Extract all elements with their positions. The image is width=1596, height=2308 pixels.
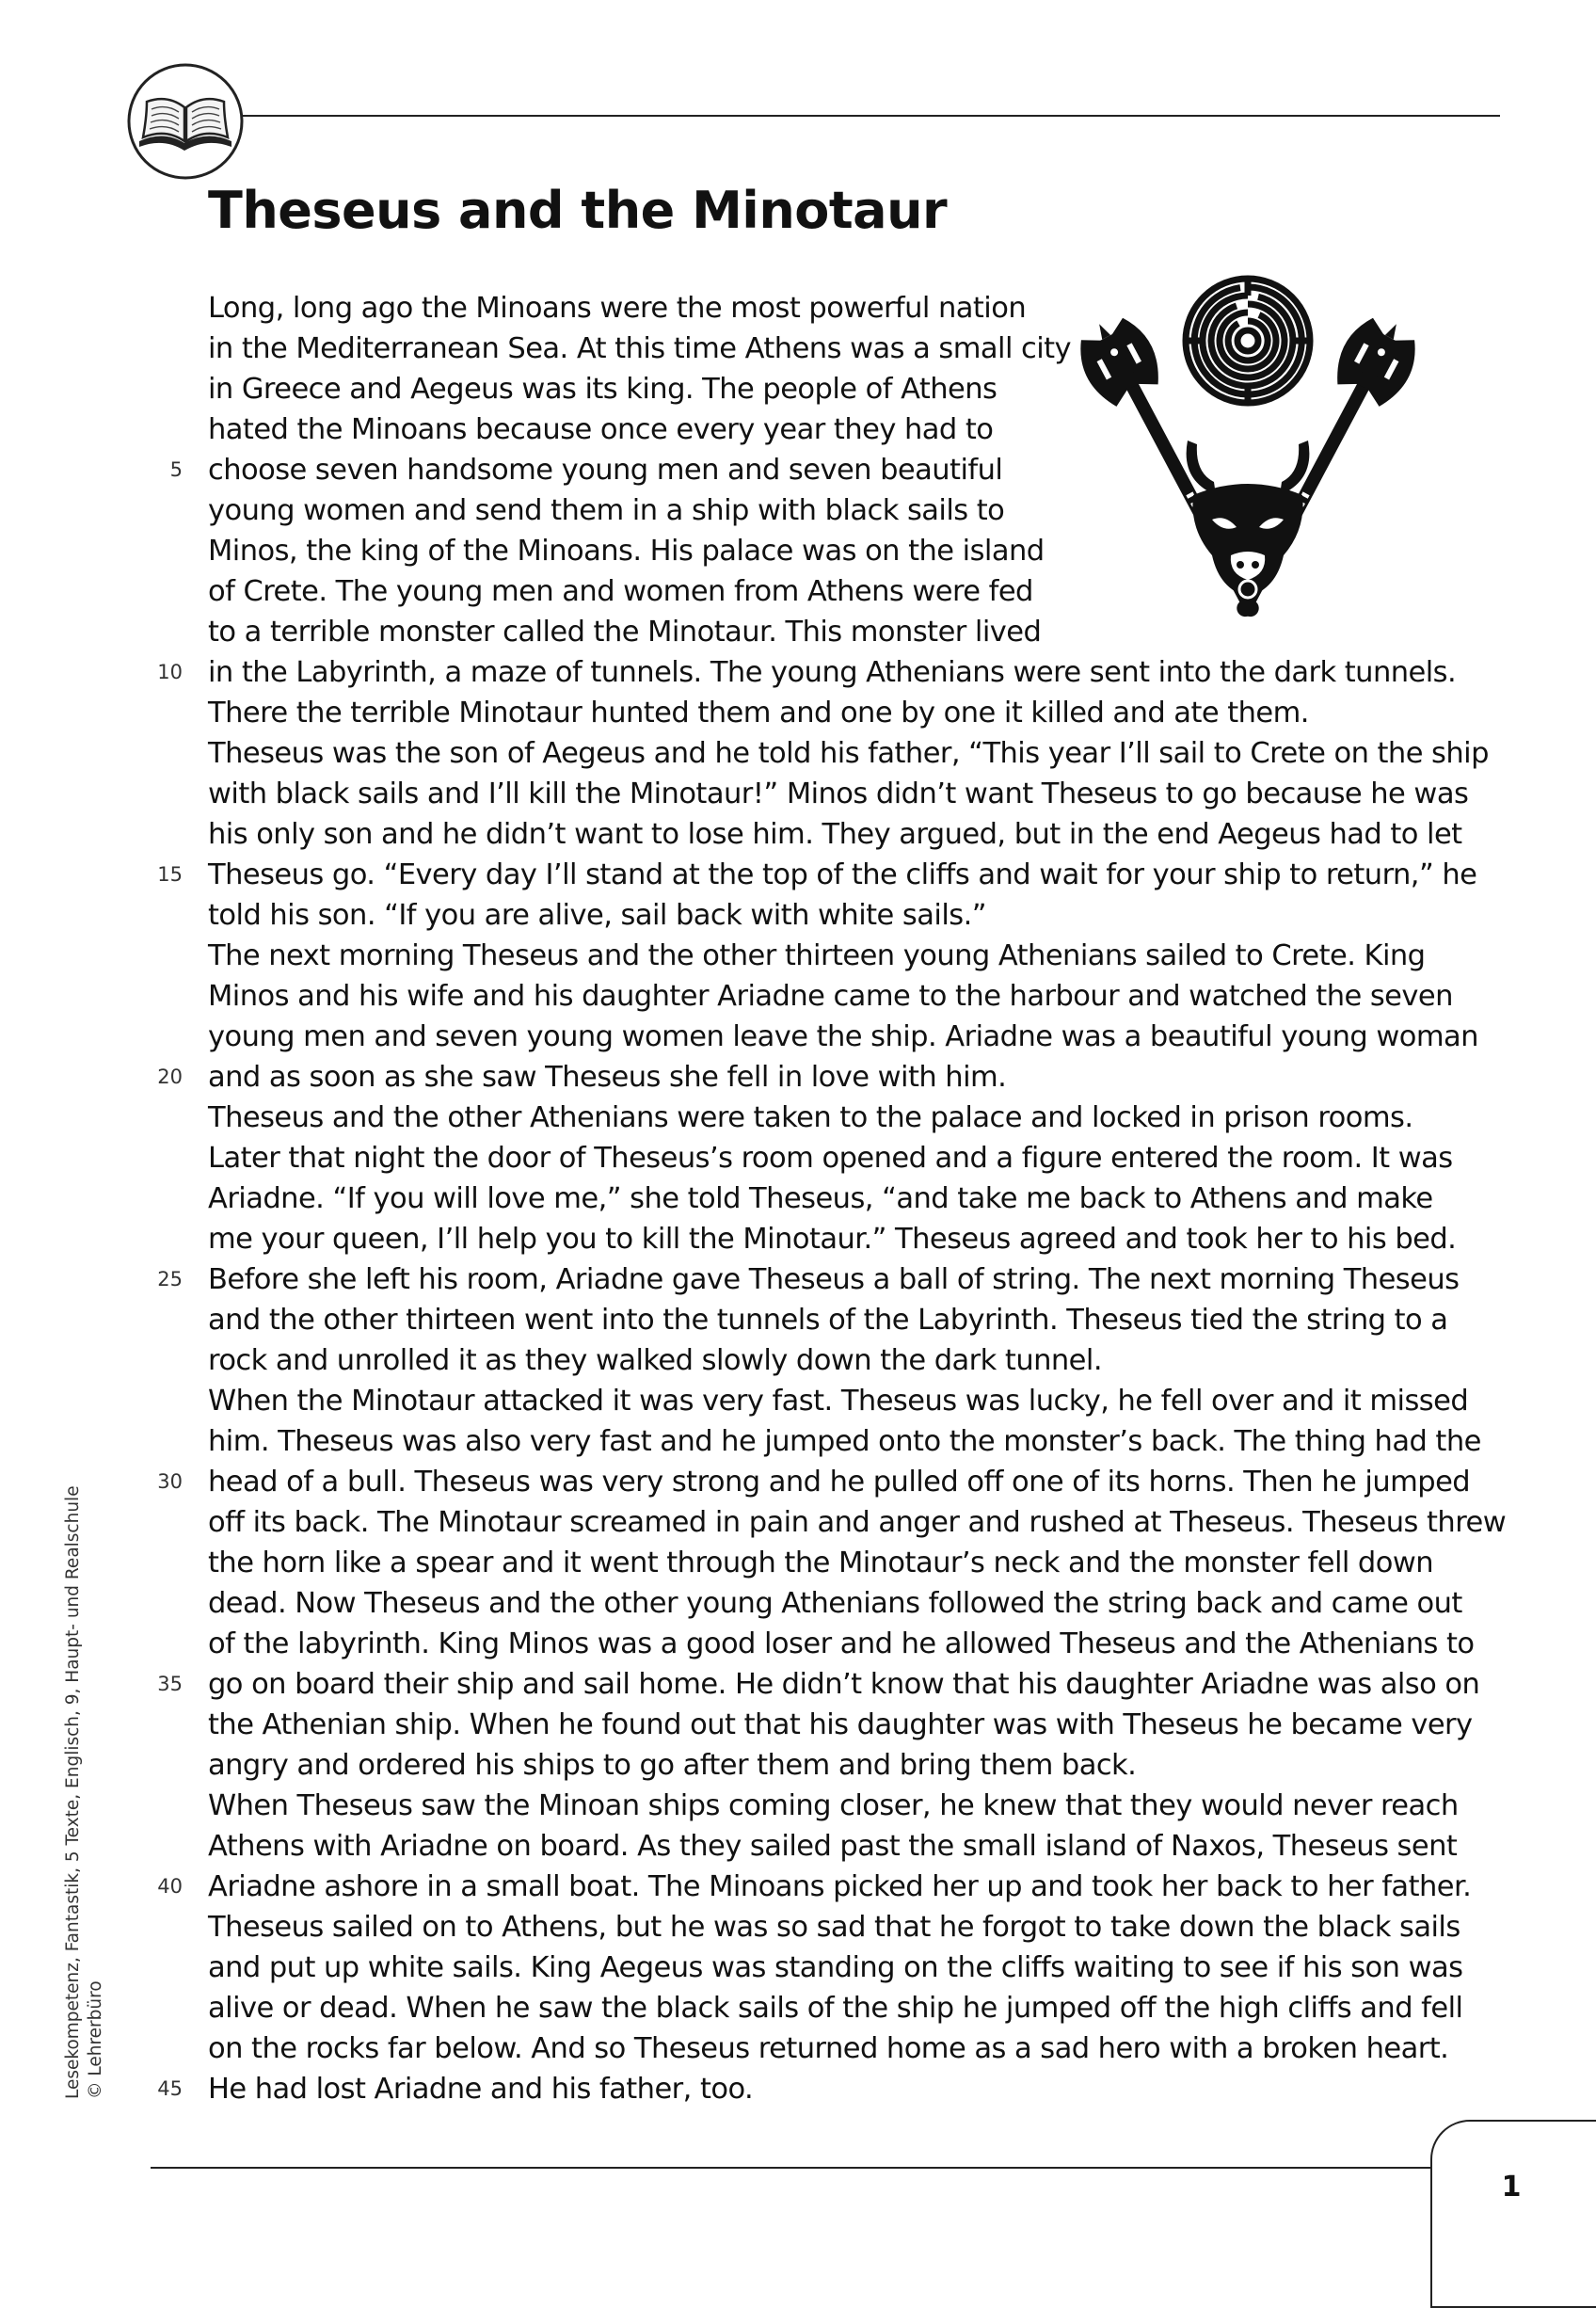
line-number [141, 1745, 183, 1786]
story-line: When Theseus saw the Minoan ships coming closer, he knew that they would never reach [208, 1789, 1459, 1822]
story-line: young men and seven young women leave the ship. Ariadne was a beautiful young woman [208, 1020, 1478, 1053]
story-line: Ariadne. “If you will love me,” she told Theseus, “and take me back to Athens and make [208, 1182, 1433, 1215]
line-number [141, 1705, 183, 1745]
story-line: Later that night the door of Theseus’s room opened and a figure entered the room. It was [208, 1142, 1453, 1175]
line-number [141, 1907, 183, 1947]
line-number: 20 [157, 1066, 183, 1088]
story-line: Theseus sailed on to Athens, but he was so sad that he forgot to take down the black sails [208, 1911, 1460, 1944]
story-line: the Athenian ship. When he found out that his daughter was with Theseus he became very [208, 1708, 1473, 1741]
story-line: and put up white sails. King Aegeus was standing on the cliffs waiting to see if his son was [208, 1951, 1463, 1984]
story-line: the horn like a spear and it went through the Minotaur’s neck and the monster fell down [208, 1547, 1434, 1579]
story-line: choose seven handsome young men and seven beautiful [208, 454, 1003, 487]
story-line: Athens with Ariadne on board. As they sailed past the small island of Naxos, Theseus sent [208, 1830, 1458, 1863]
line-number [141, 1988, 183, 2028]
line-number [141, 1583, 183, 1624]
line-number [141, 814, 183, 855]
line-number [141, 288, 183, 329]
story-line: Minos and his wife and his daughter Ariadne came to the harbour and watched the seven [208, 980, 1453, 1013]
story-line: hated the Minoans because once every year they had to [208, 413, 994, 446]
line-number [141, 571, 183, 612]
story-line: of Crete. The young men and women from Athens were fed [208, 575, 1033, 608]
open-book-icon [126, 62, 245, 181]
header-rule [241, 115, 1500, 117]
line-number [141, 936, 183, 976]
line-number [141, 1826, 183, 1867]
story-line: and as soon as she saw Theseus she fell in love with him. [208, 1061, 1007, 1094]
line-number [141, 1947, 183, 1988]
line-number [141, 329, 183, 369]
story-line: in the Labyrinth, a maze of tunnels. The young Athenians were sent into the dark tunnels. [208, 656, 1457, 689]
story-line: angry and ordered his ships to go after them and bring them back. [208, 1749, 1137, 1782]
line-number: 15 [157, 863, 183, 886]
line-number: 45 [157, 2077, 183, 2100]
line-number [141, 1178, 183, 1219]
line-number [141, 1624, 183, 1664]
story-line: rock and unrolled it as they walked slowly down the dark tunnel. [208, 1344, 1102, 1377]
line-number [141, 409, 183, 450]
line-number [141, 2028, 183, 2069]
story-line: dead. Now Theseus and the other young Athenians followed the string back and came out [208, 1587, 1462, 1620]
story-line: The next morning Theseus and the other thirteen young Athenians sailed to Crete. King [208, 939, 1426, 972]
line-number [141, 1381, 183, 1421]
story-line: Ariadne ashore in a small boat. The Minoans picked her up and took her back to her father. [208, 1870, 1472, 1903]
story-line: Minos, the king of the Minoans. His palace was on the island [208, 535, 1045, 568]
line-number [141, 1421, 183, 1462]
page-number: 1 [1501, 2171, 1522, 2204]
line-number [141, 490, 183, 531]
page-title: Theseus and the Minotaur [208, 181, 948, 240]
line-number: 35 [157, 1673, 183, 1695]
line-number [141, 1502, 183, 1543]
story-line: and the other thirteen went into the tunnels of the Labyrinth. Theseus tied the string to a [208, 1304, 1448, 1337]
story-line: his only son and he didn’t want to lose him. They argued, but in the end Aegeus had to let [208, 818, 1462, 851]
page-number-tab [1430, 2120, 1596, 2308]
line-number [141, 1098, 183, 1138]
story-text [208, 288, 1506, 2109]
story-line: Theseus and the other Athenians were taken to the palace and locked in prison rooms. [208, 1101, 1413, 1134]
footer-rule [151, 2167, 1432, 2169]
line-number: 30 [157, 1470, 183, 1493]
line-number [141, 693, 183, 733]
line-number: 25 [157, 1268, 183, 1290]
story-line: There the terrible Minotaur hunted them and one by one it killed and ate them. [208, 697, 1309, 729]
line-number [141, 369, 183, 409]
story-line: head of a bull. Theseus was very strong and he pulled off one of its horns. Then he jumped [208, 1466, 1471, 1499]
line-number [141, 531, 183, 571]
story-line: alive or dead. When he saw the black sails of the ship he jumped off the high cliffs and fell [208, 1992, 1463, 2025]
story-line: told his son. “If you are alive, sail back with white sails.” [208, 899, 986, 932]
line-number [141, 733, 183, 774]
story-line: on the rocks far below. And so Theseus returned home as a sad hero with a broken heart. [208, 2032, 1449, 2065]
story-line: Before she left his room, Ariadne gave Theseus a ball of string. The next morning Theseus [208, 1263, 1460, 1296]
story-line: He had lost Ariadne and his father, too. [208, 2073, 754, 2106]
line-number-column [141, 288, 183, 2109]
line-number: 40 [157, 1875, 183, 1898]
line-number [141, 1340, 183, 1381]
line-number [141, 1786, 183, 1826]
line-number [141, 1138, 183, 1178]
line-number [141, 1219, 183, 1259]
story-line: in the Mediterranean Sea. At this time Athens was a small city [208, 332, 1072, 365]
source-line: Lesekompetenz, Fantastik, 5 Texte, Englisch, 9, Haupt- und Realschule [63, 1485, 83, 2099]
story-line: Theseus go. “Every day I’ll stand at the top of the cliffs and wait for your ship to return,” he [208, 858, 1477, 891]
story-line: of the labyrinth. King Minos was a good loser and he allowed Theseus and the Athenians to [208, 1627, 1475, 1660]
line-number [141, 895, 183, 936]
line-number: 5 [169, 458, 183, 481]
copyright-line: © Lehrerbüro [86, 1980, 105, 2099]
story-line: with black sails and I’ll kill the Minotaur!” Minos didn’t want Theseus to go because he was [208, 777, 1469, 810]
line-number [141, 774, 183, 814]
line-number [141, 1300, 183, 1340]
line-number [141, 976, 183, 1017]
story-line: When the Minotaur attacked it was very fast. Theseus was lucky, he fell over and it missed [208, 1385, 1469, 1418]
story-line: young women and send them in a ship with black sails to [208, 494, 1005, 527]
story-line: go on board their ship and sail home. He didn’t know that his daughter Ariadne was also on [208, 1668, 1480, 1701]
story-line: in Greece and Aegeus was its king. The people of Athens [208, 373, 998, 406]
line-number [141, 1543, 183, 1583]
story-line: Long, long ago the Minoans were the most powerful nation [208, 292, 1027, 325]
line-number [141, 612, 183, 652]
story-line: off its back. The Minotaur screamed in pain and anger and rushed at Theseus. Theseus threw [208, 1506, 1507, 1539]
story-line: me your queen, I’ll help you to kill the Minotaur.” Theseus agreed and took her to his bed. [208, 1223, 1457, 1256]
line-number [141, 1017, 183, 1057]
story-line: Theseus was the son of Aegeus and he told his father, “This year I’ll sail to Crete on the ship [208, 737, 1489, 770]
story-line: to a terrible monster called the Minotaur. This monster lived [208, 616, 1042, 649]
story-line: him. Theseus was also very fast and he jumped onto the monster’s back. The thing had the [208, 1425, 1481, 1458]
line-number: 10 [157, 661, 183, 683]
source-note [62, 1485, 107, 2099]
